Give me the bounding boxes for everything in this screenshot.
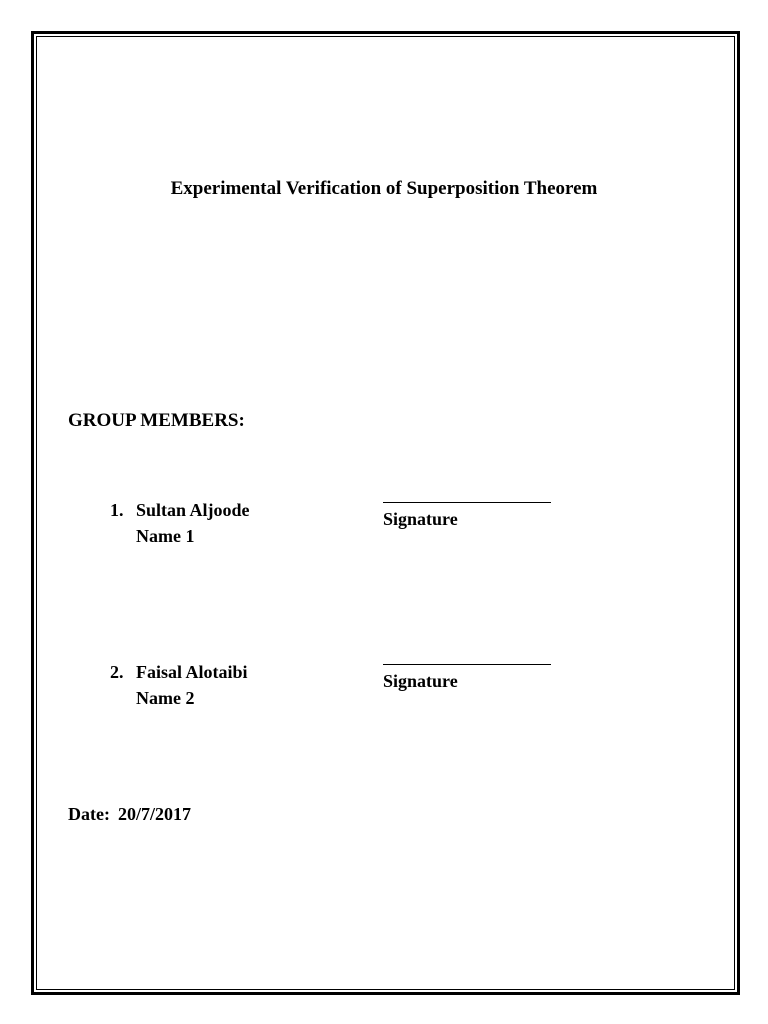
document-title: Experimental Verification of Superposition Theorem xyxy=(170,178,598,199)
signature-block-1 xyxy=(383,502,551,530)
signature-label: Signature xyxy=(383,509,458,529)
member-entry-1 xyxy=(110,497,250,549)
member-name: Sultan Aljoode xyxy=(136,500,250,520)
member-entry-2 xyxy=(110,659,248,711)
signature-line xyxy=(383,664,551,665)
member-number: 1. xyxy=(110,500,124,520)
date-label: Date: xyxy=(68,804,110,824)
member-name-label: Name 1 xyxy=(136,526,195,546)
date-value: 20/7/2017 xyxy=(117,804,191,824)
signature-block-2 xyxy=(383,664,551,692)
member-name-label: Name 2 xyxy=(136,688,195,708)
date-line xyxy=(68,804,191,825)
signature-line xyxy=(383,502,551,503)
member-name: Faisal Alotaibi xyxy=(136,662,248,682)
group-members-heading: GROUP MEMBERS: xyxy=(68,410,245,431)
signature-label: Signature xyxy=(383,671,458,691)
member-number: 2. xyxy=(110,662,124,682)
